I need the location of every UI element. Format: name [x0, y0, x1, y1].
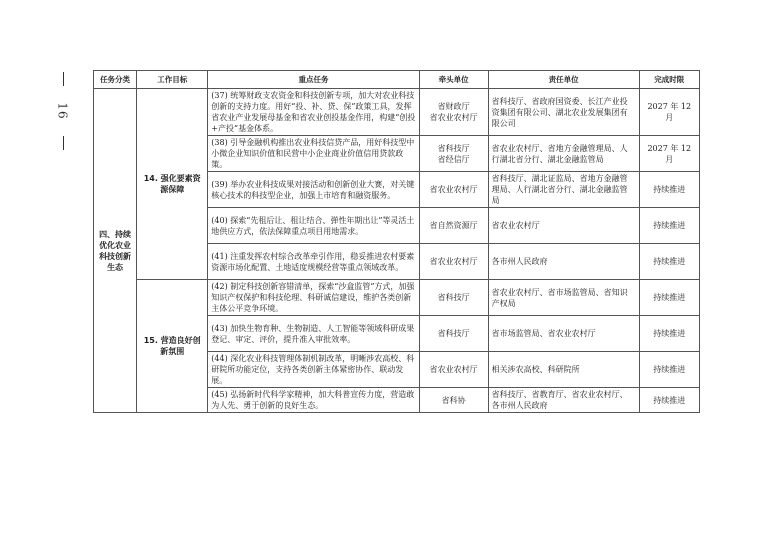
task-cell: (41) 注重发挥农村综合改革牵引作用，稳妥推进农村要素资源市场化配置、土地适度规模经营等重点领域改革。 [208, 244, 419, 280]
task-cell: (45) 弘扬新时代科学家精神，加大科普宣传力度，营造敢为人先、勇于创新的良好生态。 [208, 388, 419, 413]
table-header-row [94, 71, 700, 89]
responsible-cell: 省农业农村厅 [488, 208, 639, 244]
deadline-cell: 持续推进 [639, 316, 699, 352]
lead-cell: 省科技厅 省经信厅 [419, 136, 488, 172]
deadline-cell: 持续推进 [639, 352, 699, 388]
header-goal: 工作目标 [137, 71, 208, 89]
responsible-cell: 省农业农村厅、省地方金融管理局、人行湖北省分行、湖北金融监管局 [488, 136, 639, 172]
responsible-cell: 相关涉农高校、科研院所 [488, 352, 639, 388]
page-number-dash-top [63, 72, 64, 86]
task-cell: (38) 引导金融机构推出农业科技信贷产品，用好科技型中小微企业知识价值和民营中小企业商业价值信用贷款政策。 [208, 136, 419, 172]
header-category: 任务分类 [94, 71, 137, 89]
deadline-cell: 2027 年 12 月 [639, 89, 699, 136]
responsible-cell: 省科技厅、省教育厅、省农业农村厅、各市州人民政府 [488, 388, 639, 413]
table-row [94, 89, 700, 136]
lead-cell: 省科技厅 [419, 316, 488, 352]
page-number-text: 16 [55, 102, 70, 120]
deadline-cell: 持续推进 [639, 388, 699, 413]
lead-cell: 省自然资源厅 [419, 208, 488, 244]
responsible-cell: 省农业农村厅、省市场监管局、省知识产权局 [488, 280, 639, 316]
header-task: 重点任务 [208, 71, 419, 89]
header-responsible: 责任单位 [488, 71, 639, 89]
lead-cell: 省财政厅 省农业农村厅 [419, 89, 488, 136]
category-cell: 四、持续优化农业科技创新生态 [94, 89, 137, 413]
task-cell: (39) 举办农业科技成果对接活动和创新创业大赛，对关键核心技术的科技型企业，加强上市培育和融资服务。 [208, 172, 419, 208]
lead-cell: 省科协 [419, 388, 488, 413]
task-cell: (37) 统筹财政支农资金和科技创新专项，加大对农业科技创新的支持力度。用好“投、补、贷、保”政策工具，发挥省农业产业发展母基金和省农业创投基金作用，构建“创投+产投”基金体系。 [208, 89, 419, 136]
lead-cell: 省农业农村厅 [419, 172, 488, 208]
page-number [55, 72, 90, 152]
deadline-cell: 2027 年 12 月 [639, 136, 699, 172]
goal-cell: 15. 营造良好创新氛围 [137, 280, 208, 413]
task-cell: (43) 加快生物育种、生物制造、人工智能等领域科研成果登记、审定、评价，提升准入审批效率。 [208, 316, 419, 352]
deadline-cell: 持续推进 [639, 172, 699, 208]
task-cell: (42) 制定科技创新容错清单，探索“沙盒监管”方式，加强知识产权保护和科技伦理、科研诚信建设，维护各类创新主体公平竞争环境。 [208, 280, 419, 316]
deadline-cell: 持续推进 [639, 280, 699, 316]
responsible-cell: 省市场监管局、省农业农村厅 [488, 316, 639, 352]
table-row [94, 280, 700, 316]
deadline-cell: 持续推进 [639, 244, 699, 280]
task-cell: (40) 探索“先租后让、租让结合、弹性年期出让”等灵活土地供应方式，依法保障重点项目用地需求。 [208, 208, 419, 244]
deadline-cell: 持续推进 [639, 208, 699, 244]
task-cell: (44) 深化农业科技管理体制机制改革，明晰涉农高校、科研院所功能定位，支持各类创新主体紧密协作、联动发展。 [208, 352, 419, 388]
lead-cell: 省科技厅 [419, 280, 488, 316]
responsible-cell: 省科技厅、省政府国资委、长江产业投资集团有限公司、湖北农业发展集团有限公司 [488, 89, 639, 136]
header-deadline: 完成时限 [639, 71, 699, 89]
page-number-dash-bottom [63, 136, 64, 150]
task-table [93, 70, 700, 413]
goal-cell: 14. 强化要素资源保障 [137, 89, 208, 280]
header-lead: 牵头单位 [419, 71, 488, 89]
lead-cell: 省农业农村厅 [419, 244, 488, 280]
responsible-cell: 各市州人民政府 [488, 244, 639, 280]
lead-cell: 省农业农村厅 [419, 352, 488, 388]
responsible-cell: 省科技厅、湖北证监局、省地方金融管理局、人行湖北省分行、湖北金融监管局 [488, 172, 639, 208]
